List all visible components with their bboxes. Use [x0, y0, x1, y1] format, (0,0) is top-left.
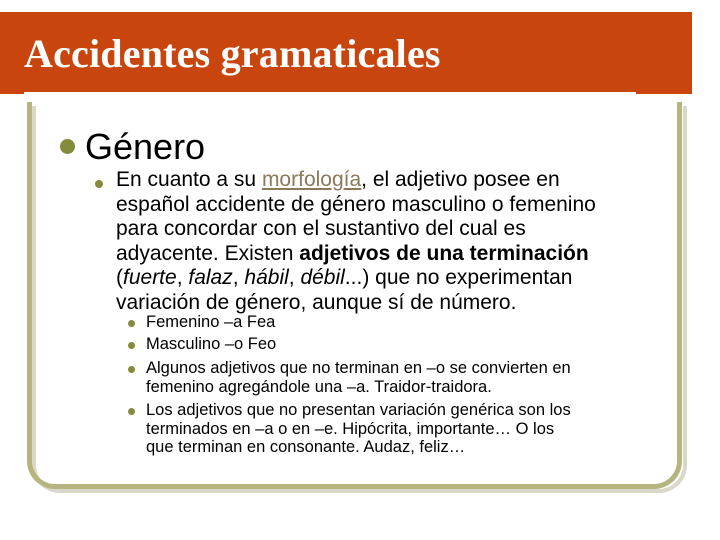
text-run: ...) que no experimentan	[344, 266, 573, 289]
paragraph-line: para concordar con el sustantivo del cual es	[116, 217, 526, 240]
bullet-icon	[60, 139, 75, 154]
paragraph-line	[116, 266, 676, 291]
sub-item	[146, 359, 666, 396]
sub-item	[146, 335, 666, 354]
paragraph-line: español accidente de género masculino o femenino	[116, 192, 596, 216]
sub-item	[146, 401, 666, 457]
sub-item	[146, 313, 666, 332]
sub-item-line: terminados en –a o en –e. Hipócrita, importante… O los	[146, 419, 555, 438]
text-run: , el adjetivo posee en	[361, 168, 560, 191]
sub-item-line: Femenino –a Fea	[146, 313, 276, 331]
text-run: adyacente. Existen	[116, 241, 300, 265]
text-run: ,	[288, 266, 301, 289]
bullet-icon	[128, 342, 135, 349]
sub-item-line: Masculino –o Feo	[146, 335, 277, 353]
bullet-icon	[128, 408, 135, 415]
text-run: ,	[176, 266, 189, 289]
paragraph-line: variación de género, aunque sí de número.	[116, 290, 517, 314]
title-underline	[24, 92, 636, 95]
heading-item	[60, 127, 205, 167]
sub-item-line: femenino agregándole una –a. Traidor-traidora.	[146, 377, 492, 396]
paragraph-line	[116, 242, 676, 267]
example-word: fuerte	[123, 266, 177, 289]
heading-text: Género	[85, 126, 206, 167]
paragraph	[116, 168, 676, 315]
example-word: débil	[300, 266, 345, 289]
text-run: En cuanto a su	[116, 168, 262, 191]
bullet-icon	[95, 180, 103, 188]
text-run: ,	[232, 266, 245, 289]
sub-item-line: Los adjetivos que no presentan variación genérica son los	[146, 401, 571, 419]
example-word: hábil	[244, 266, 289, 289]
bullet-icon	[128, 320, 135, 327]
title-bar-edge	[692, 12, 720, 94]
sub-item-line: Algunos adjetivos que no terminan en –o se convierten en	[146, 359, 571, 377]
bullet-icon	[128, 366, 135, 373]
paragraph-line	[116, 168, 676, 193]
example-word: falaz	[188, 266, 233, 289]
bold-term: adjetivos de una terminación	[299, 241, 589, 265]
morfologia-link[interactable]: morfología	[261, 168, 362, 191]
sub-item-line: que terminan en consonante. Audaz, feliz…	[146, 438, 466, 456]
text-run: (	[116, 266, 123, 289]
slide-title: Accidentes gramaticales	[24, 31, 441, 76]
